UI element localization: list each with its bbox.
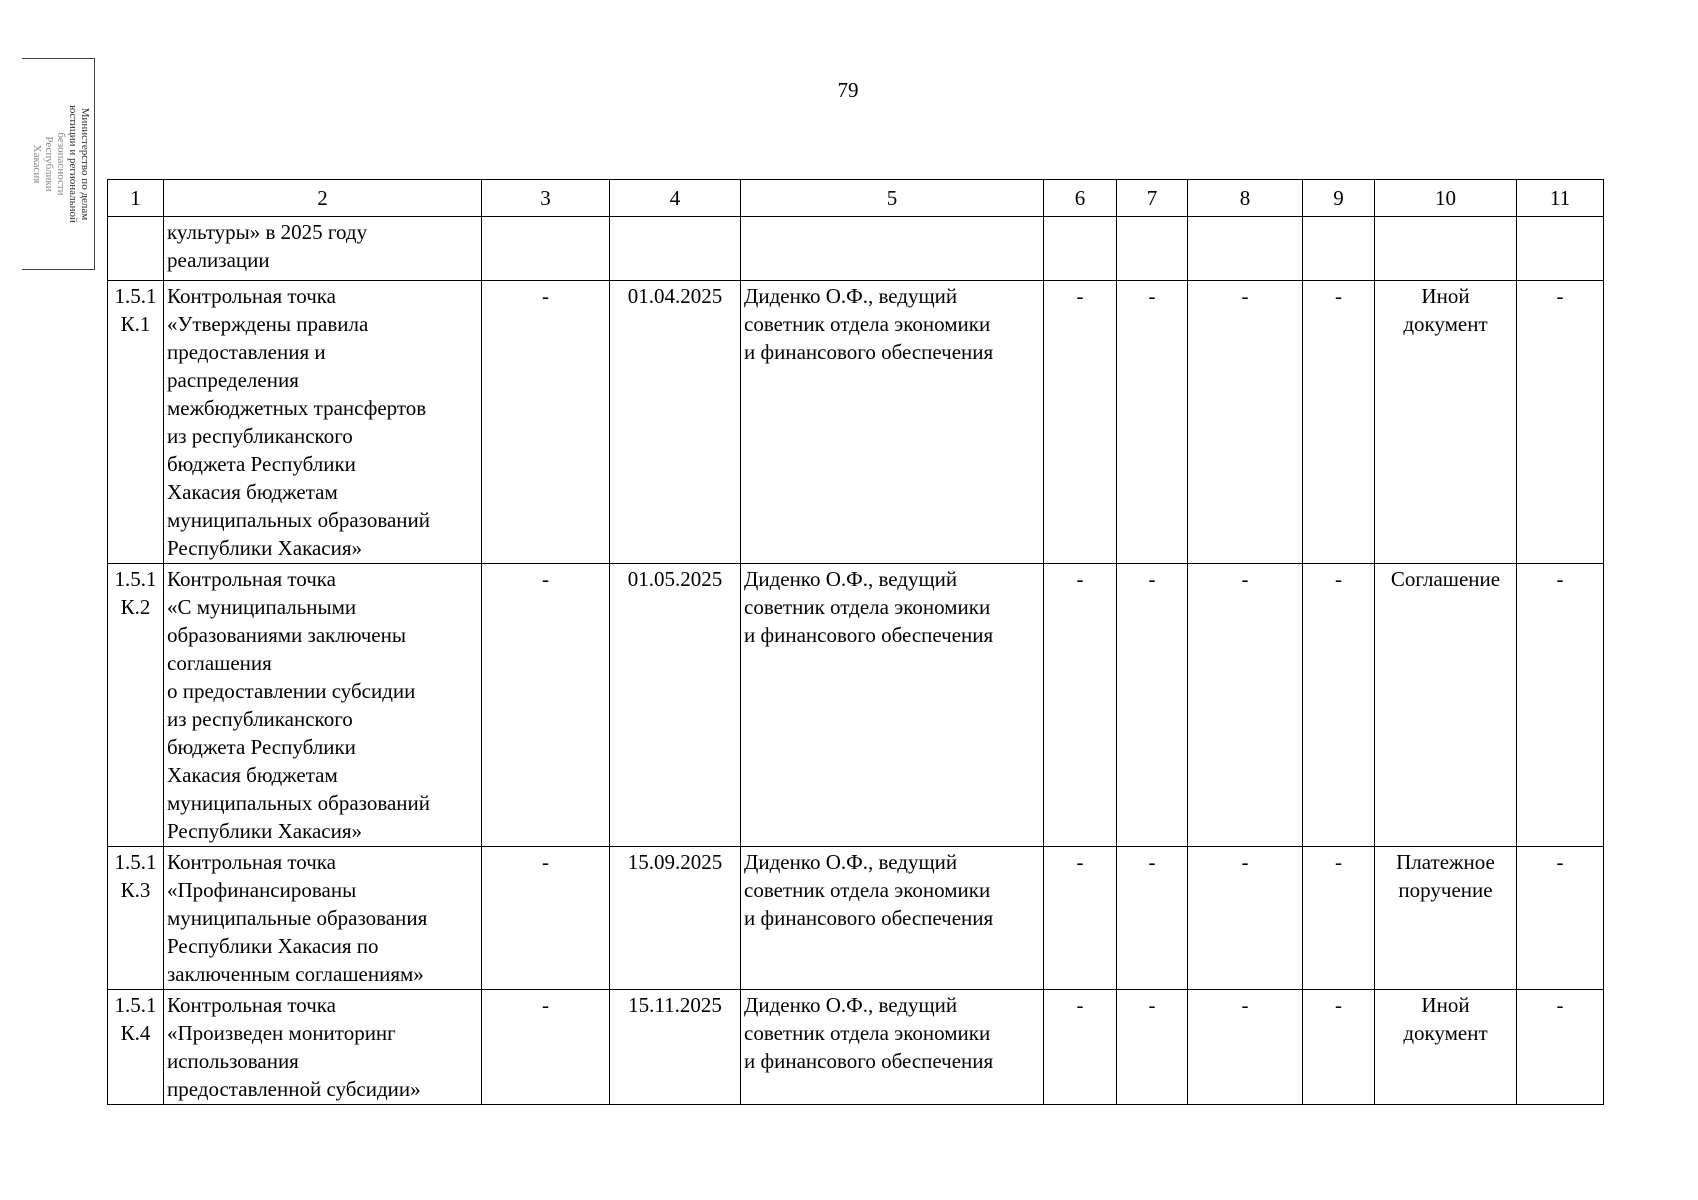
table-cell (741, 217, 1044, 281)
text-line: поручение (1398, 878, 1493, 902)
text-line: Диденко О.Ф., ведущий (744, 993, 958, 1017)
responsible-cell (741, 564, 1044, 847)
table-cell: - (1517, 564, 1604, 847)
text-line: муниципальных образований (167, 508, 430, 532)
responsible-cell (741, 847, 1044, 990)
header-cell: 7 (1117, 180, 1188, 217)
text-line: и финансового обеспечения (744, 340, 994, 364)
table-cell: - (1188, 990, 1303, 1105)
text-line: К.1 (120, 312, 151, 336)
text-line: Диденко О.Ф., ведущий (744, 850, 958, 874)
table-row (108, 281, 1604, 564)
text-line: Диденко О.Ф., ведущий (744, 284, 958, 308)
text-line: Хакасия бюджетам (167, 763, 338, 787)
document-type-cell (1375, 281, 1517, 564)
date-cell: 15.09.2025 (610, 847, 741, 990)
description-cell (164, 990, 482, 1105)
table-cell: - (1517, 990, 1604, 1105)
table-cell (1517, 217, 1604, 281)
table-cell: - (1117, 990, 1188, 1105)
row-number-cell (108, 564, 164, 847)
header-cell: 1 (108, 180, 164, 217)
table-cell (1188, 217, 1303, 281)
text-line: муниципальных образований (167, 791, 430, 815)
text-line: реализации (167, 248, 270, 272)
description-cell (164, 847, 482, 990)
text-line: и финансового обеспечения (744, 906, 994, 930)
table-cell: - (1188, 847, 1303, 990)
table-cell: - (1303, 564, 1375, 847)
table-cell: - (482, 990, 610, 1105)
table-row (108, 564, 1604, 847)
responsible-cell (741, 281, 1044, 564)
text-line: советник отдела экономики (744, 878, 991, 902)
table-cell: - (1117, 564, 1188, 847)
table-cell: - (1117, 847, 1188, 990)
stamp-line: Хакасия (31, 144, 43, 184)
table-cell: - (1303, 847, 1375, 990)
text-line: документ (1403, 312, 1488, 336)
table-cell (482, 217, 610, 281)
text-line: «Утверждены правила (167, 312, 369, 336)
table-cell (1044, 217, 1117, 281)
table-cell: - (1044, 847, 1117, 990)
text-line: Соглашение (1390, 567, 1501, 591)
table-row (108, 990, 1604, 1105)
text-line: документ (1403, 1021, 1488, 1045)
text-line: использования (167, 1049, 299, 1073)
text-line: Иной (1421, 284, 1470, 308)
stamp-text (25, 64, 91, 264)
text-line: Диденко О.Ф., ведущий (744, 567, 958, 591)
table-cell (610, 217, 741, 281)
date-cell: 15.11.2025 (610, 990, 741, 1105)
row-number-cell (108, 847, 164, 990)
text-line: бюджета Республики (167, 452, 356, 476)
table-row (108, 847, 1604, 990)
row-number-cell (108, 990, 164, 1105)
stamp-line: безопасности (55, 132, 67, 196)
table-cell: - (1517, 847, 1604, 990)
stamp-line: Республики (43, 136, 55, 192)
text-line: К.3 (120, 878, 151, 902)
table-cell: - (1303, 990, 1375, 1105)
text-line: Республики Хакасия» (167, 536, 363, 560)
text-line: советник отдела экономики (744, 595, 991, 619)
header-cell: 11 (1517, 180, 1604, 217)
table-cell: - (1044, 564, 1117, 847)
date-cell: 01.04.2025 (610, 281, 741, 564)
table-header-row (108, 180, 1604, 217)
document-type-cell (1375, 990, 1517, 1105)
text-line: Платежное (1396, 850, 1495, 874)
text-line: Контрольная точка (167, 567, 337, 591)
header-cell: 3 (482, 180, 610, 217)
text-line: Республики Хакасия» (167, 819, 363, 843)
text-line: 1.5.1 (114, 567, 157, 591)
text-line: советник отдела экономики (744, 312, 991, 336)
table-cell: - (1303, 281, 1375, 564)
stamp-line: Министерство по делам (79, 107, 91, 221)
table-cell: - (482, 564, 610, 847)
table-cell (1117, 217, 1188, 281)
text-line: из республиканского (167, 424, 353, 448)
table-cell: - (482, 281, 610, 564)
table-cell: - (1117, 281, 1188, 564)
text-line: Хакасия бюджетам (167, 480, 338, 504)
table-cell (1303, 217, 1375, 281)
text-line: из республиканского (167, 707, 353, 731)
continuation-row (108, 217, 1604, 281)
text-line: «С муниципальными (167, 595, 357, 619)
text-line: Контрольная точка (167, 993, 337, 1017)
header-cell: 8 (1188, 180, 1303, 217)
responsible-cell (741, 990, 1044, 1105)
text-line: Иной (1421, 993, 1470, 1017)
stamp-line: юстиции и региональной (67, 105, 79, 223)
table-cell: - (1188, 564, 1303, 847)
text-line: соглашения (167, 651, 272, 675)
table-cell (108, 217, 164, 281)
text-line: советник отдела экономики (744, 1021, 991, 1045)
text-line: и финансового обеспечения (744, 1049, 994, 1073)
date-cell: 01.05.2025 (610, 564, 741, 847)
table-cell: - (1517, 281, 1604, 564)
document-type-cell (1375, 564, 1517, 847)
text-line: 1.5.1 (114, 284, 157, 308)
row-number-cell (108, 281, 164, 564)
registration-stamp (22, 58, 95, 270)
table-cell: - (482, 847, 610, 990)
text-line: предоставленной субсидии» (167, 1077, 421, 1101)
description-cell (164, 281, 482, 564)
description-cell (164, 217, 482, 281)
text-line: распределения (167, 368, 299, 392)
page-number: 79 (837, 78, 859, 102)
table-cell: - (1188, 281, 1303, 564)
text-line: «Произведен мониторинг (167, 1021, 396, 1045)
text-line: К.2 (120, 595, 151, 619)
text-line: 1.5.1 (114, 993, 157, 1017)
table-cell: - (1044, 281, 1117, 564)
text-line: предоставления и (167, 340, 326, 364)
text-line: К.4 (120, 1021, 151, 1045)
header-cell: 4 (610, 180, 741, 217)
header-cell: 6 (1044, 180, 1117, 217)
document-type-cell (1375, 847, 1517, 990)
table-cell: - (1044, 990, 1117, 1105)
table-cell (1375, 217, 1517, 281)
text-line: 1.5.1 (114, 850, 157, 874)
header-cell: 5 (741, 180, 1044, 217)
text-line: и финансового обеспечения (744, 623, 994, 647)
text-line: муниципальные образования (167, 906, 428, 930)
header-cell: 9 (1303, 180, 1375, 217)
description-cell (164, 564, 482, 847)
header-cell: 10 (1375, 180, 1517, 217)
text-line: Контрольная точка (167, 284, 337, 308)
text-line: заключенным соглашениям» (167, 962, 424, 986)
header-cell: 2 (164, 180, 482, 217)
text-line: «Профинансированы (167, 878, 357, 902)
text-line: Контрольная точка (167, 850, 337, 874)
text-line: о предоставлении субсидии (167, 679, 416, 703)
text-line: Республики Хакасия по (167, 934, 379, 958)
text-line: культуры» в 2025 году (167, 220, 368, 244)
text-line: бюджета Республики (167, 735, 356, 759)
text-line: образованиями заключены (167, 623, 406, 647)
control-points-table (107, 179, 1604, 1105)
text-line: межбюджетных трансфертов (167, 396, 427, 420)
